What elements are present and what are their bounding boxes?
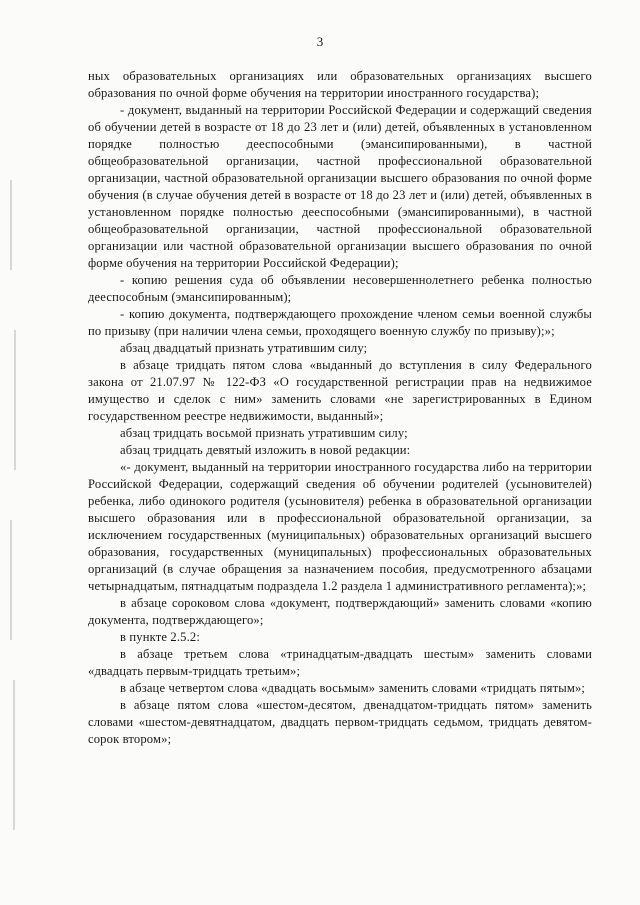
paragraph: абзац двадцатый признать утратившим силу; <box>120 341 368 355</box>
document-body <box>88 68 592 748</box>
paragraph: «- документ, выданный на территории иностранного государства либо на территории Российской Федерации, содержащий сведения об обучении родителей (усыновителей) ребенка, либо одинокого родителя (усыновителя) ребенка в образовательной организации высшего образования или в профессиональной образовательной организации, за исключением государственных (муниципальных) образовательных организаций высшего образования, государственных (муниципальных) профессиональных образовательных организаций (в случае обращения за назначением пособия, предусмотренного абзацами четырнадцатым, пятнадцатым подраздела 1.2 раздела 1 административного регламента);»; <box>88 460 592 593</box>
paragraph: - копию документа, подтверждающего прохождение членом семьи военной службы по призыву (при наличии члена семьи, проходящего военную службу по призыву);»; <box>88 307 592 338</box>
paragraph: - копию решения суда об объявлении несовершеннолетнего ребенка полностью дееспособным (эмансипированным); <box>88 273 592 304</box>
paragraph: абзац тридцать девятый изложить в новой редакции: <box>120 443 411 457</box>
paragraph: - документ, выданный на территории Российской Федерации и содержащий сведения об обучении детей в возрасте от 18 до 23 лет и (или) детей, объявленных в установленном порядке полностью дееспособными (эмансипированными), в частной общеобразовательной организации, частной профессиональной образовательной организации, частной образовательной организации высшего образования по очной форме обучения (в случае обучения детей в возрасте от 18 до 23 лет и (или) детей, объявленных в установленном порядке полностью дееспособными (эмансипированными), в частной общеобразовательной организации, частной профессиональной образовательной организации или частной образовательной организации высшего образования по очной форме обучения на территории Российской Федерации); <box>88 103 592 270</box>
paragraph: ных образовательных организациях или образовательных организациях высшего образования по очной форме обучения на территории иностранного государства); <box>88 69 592 100</box>
paragraph: абзац тридцать восьмой признать утратившим силу; <box>120 426 408 440</box>
paragraph: в абзаце третьем слова «тринадцатым-двадцать шестым» заменить словами «двадцать первым-тридцать третьим»; <box>88 647 592 678</box>
page-number: 3 <box>316 34 324 49</box>
paragraph: в абзаце пятом слова «шестом-десятом, двенадцатом-тридцать пятом» заменить словами «шестом-девятнадцатом, двадцать первом-тридцать седьмом, тридцать девятом-сорок втором»; <box>88 698 592 746</box>
paragraph: в пункте 2.5.2: <box>120 630 201 644</box>
paragraph: в абзаце четвертом слова «двадцать восьмым» заменить словами «тридцать пятым»; <box>120 681 586 695</box>
paragraph: в абзаце тридцать пятом слова «выданный до вступления в силу Федерального закона от 21.07.97 № 122-ФЗ «О государственной регистрации прав на недвижимое имущество и сделок с ним» заменить словами «не зарегистрированных в Едином государственном реестре недвижимости, выданный»; <box>88 358 592 423</box>
scan-edge-marks <box>0 120 34 840</box>
paragraph: в абзаце сороковом слова «документ, подтверждающий» заменить словами «копию документа, подтверждающего»; <box>88 596 592 627</box>
